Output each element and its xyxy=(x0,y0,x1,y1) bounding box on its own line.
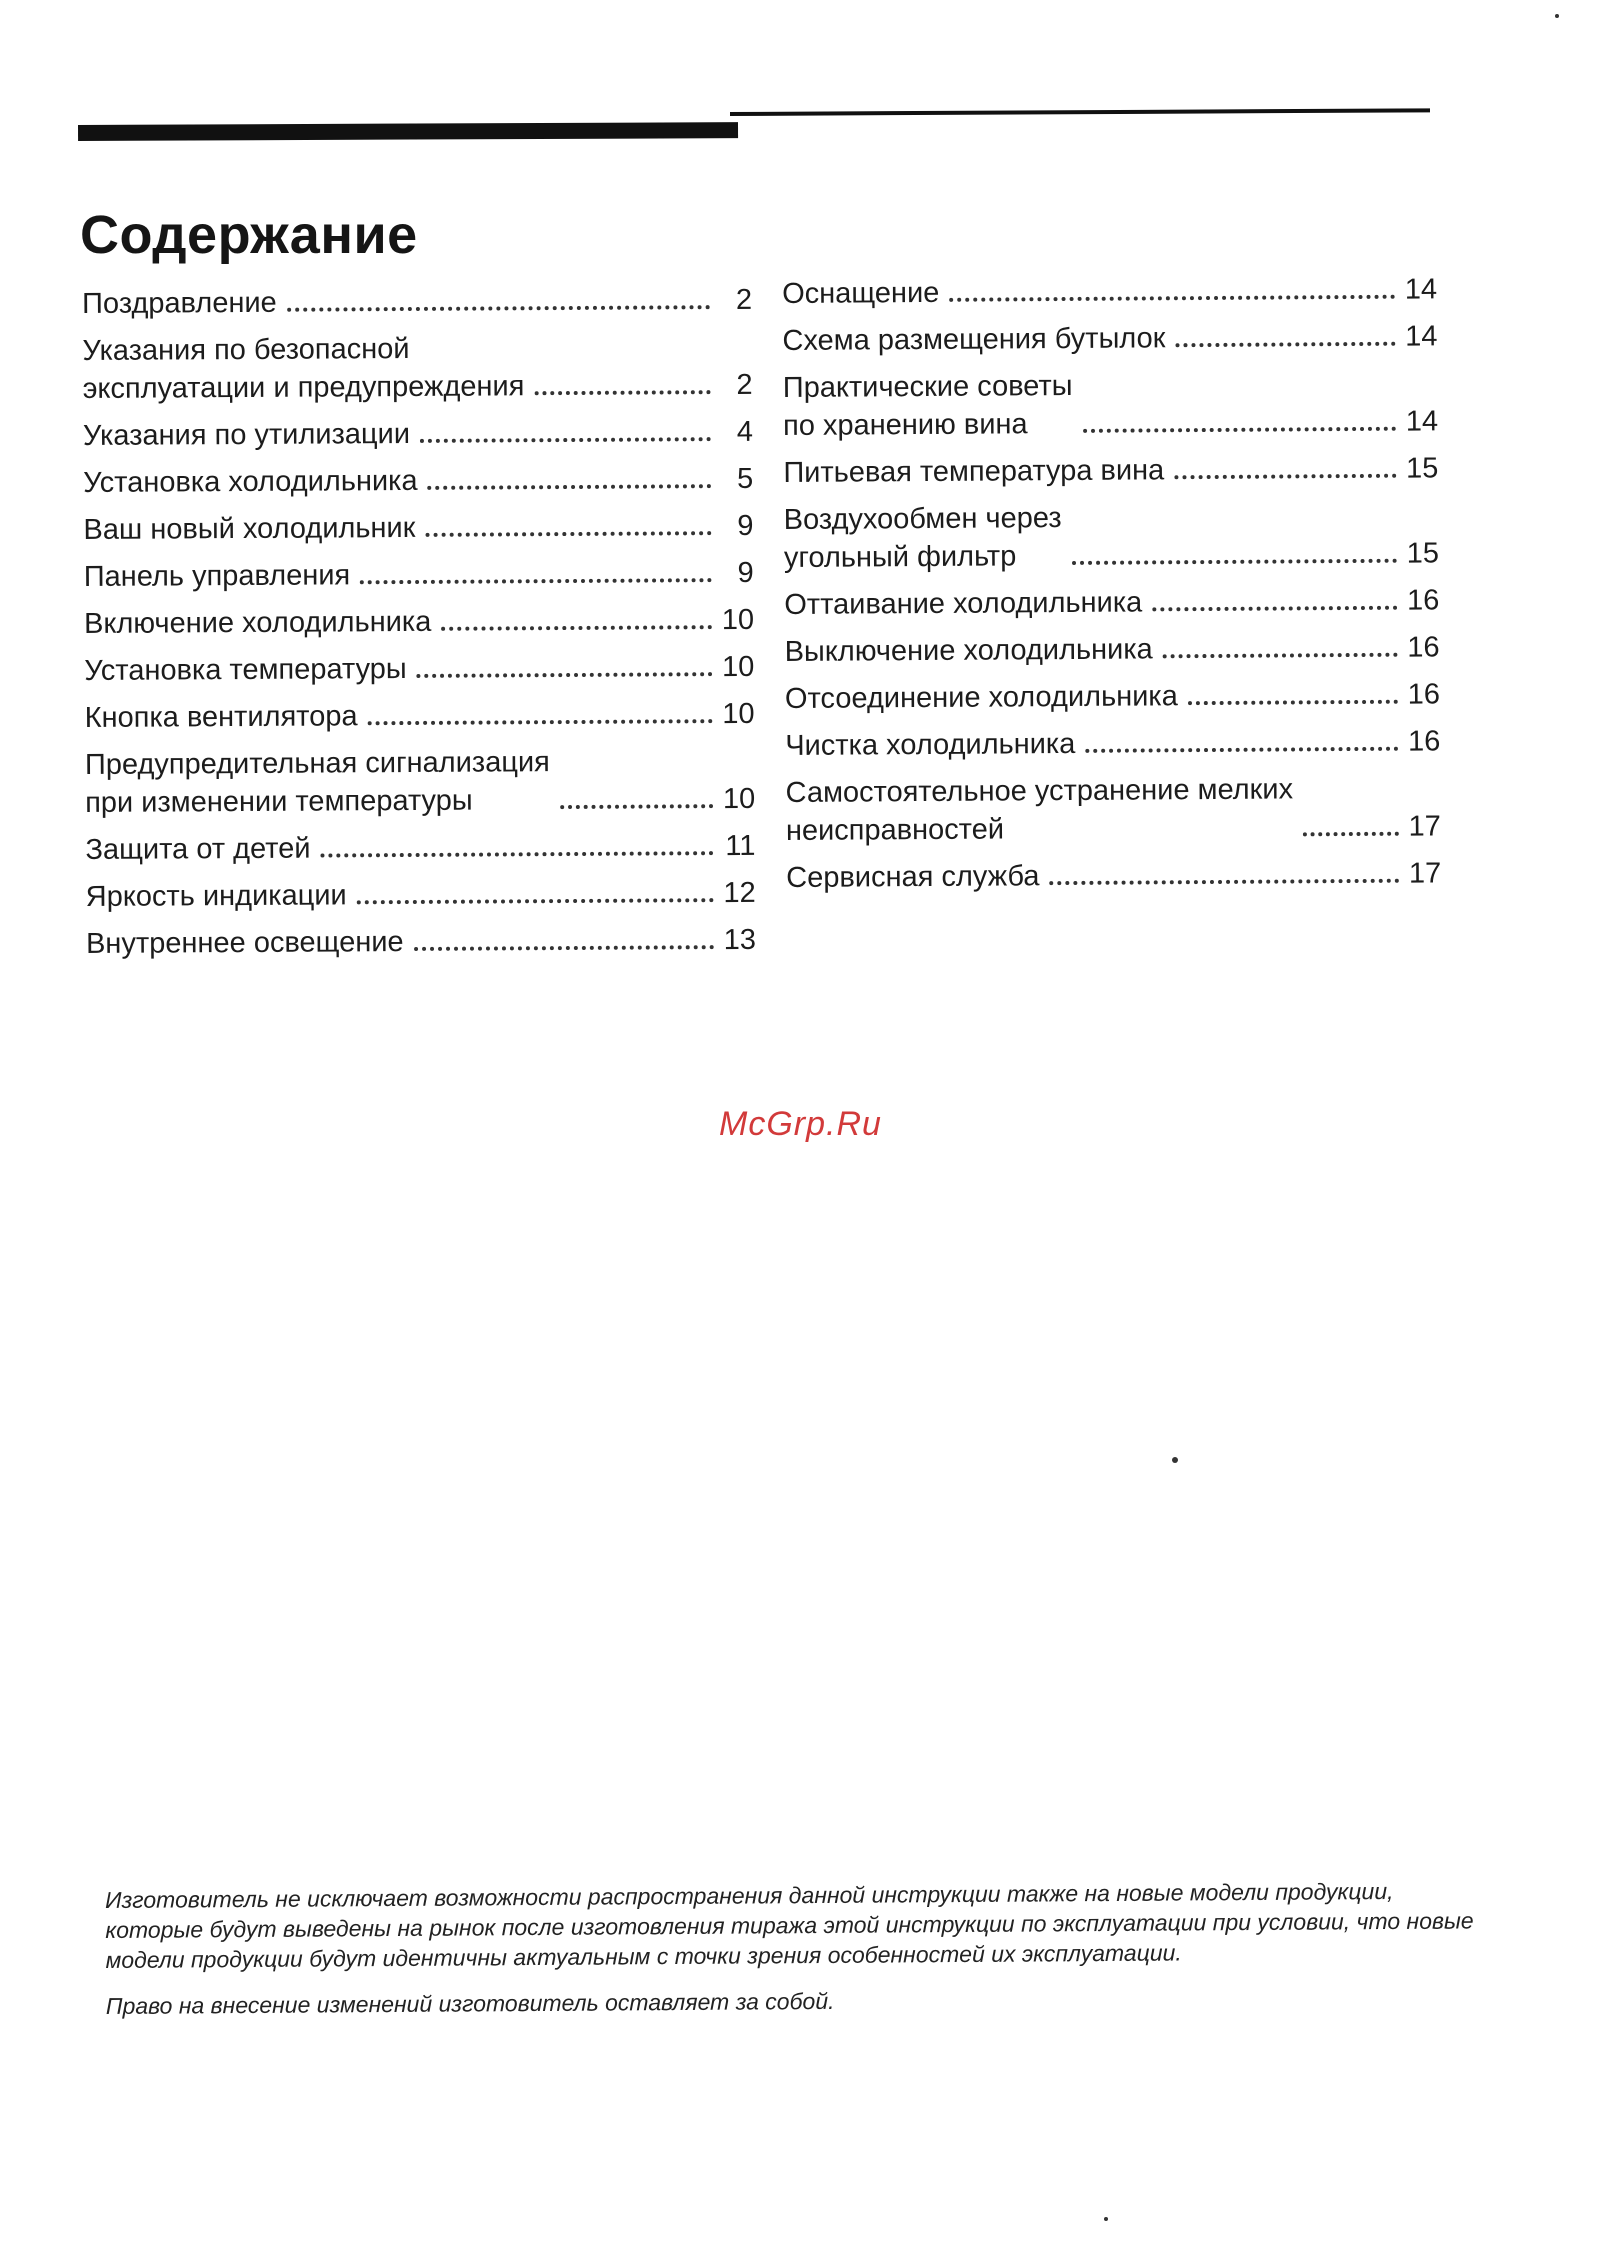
toc-entry-label: Указания по безопасной эксплуатации и предупреждения xyxy=(82,333,525,405)
toc-entry[interactable] xyxy=(82,328,752,408)
toc-entry-label: Поздравление xyxy=(82,286,277,320)
toc-entry[interactable] xyxy=(784,581,1439,624)
toc-entry-label: Ваш новый холодильник xyxy=(83,511,416,546)
toc-entry-page: 14 xyxy=(1404,273,1438,306)
toc-left-column xyxy=(82,281,756,972)
toc-entry-page: 15 xyxy=(1406,537,1440,570)
toc-entry-page: 16 xyxy=(1407,678,1441,711)
toc-entry-page: 4 xyxy=(736,415,754,449)
toc-entry-page: 10 xyxy=(721,603,755,637)
toc-entry-page: 2 xyxy=(736,368,753,402)
toc-entry-label: Указания по утилизации xyxy=(82,417,411,452)
scan-speck xyxy=(1104,2217,1108,2221)
leader-dots xyxy=(441,624,712,631)
toc-entry-page: 10 xyxy=(721,650,755,684)
toc-entry-page: 2 xyxy=(735,283,753,317)
toc-entry[interactable] xyxy=(784,628,1439,671)
toc-entry[interactable] xyxy=(782,317,1437,360)
toc-entry-label: Схема размещения бутылок xyxy=(782,322,1166,357)
toc-entry-page: 14 xyxy=(1405,405,1439,438)
toc-entry[interactable] xyxy=(86,921,756,963)
scan-speck xyxy=(1555,14,1559,18)
toc-entry[interactable] xyxy=(786,854,1441,897)
toc-entry-label: Предупредительная сигнализация при изменении температуры xyxy=(84,746,550,819)
toc-entry-label: Установка холодильника xyxy=(83,464,418,499)
toc-entry-label: Самостоятельное устранение мелких неисправностей xyxy=(785,773,1294,847)
toc-entry[interactable] xyxy=(86,874,756,916)
leader-dots xyxy=(428,483,712,490)
toc-entry-label: Яркость индикации xyxy=(85,879,347,913)
leader-dots xyxy=(560,803,713,809)
toc-entry-page: 12 xyxy=(723,876,756,910)
toc-entry[interactable] xyxy=(785,675,1440,718)
toc-entry-label: Внутреннее освещение xyxy=(85,926,404,960)
leader-dots xyxy=(534,389,710,395)
toc-entry-page: 9 xyxy=(737,509,754,543)
leader-dots xyxy=(368,718,713,725)
toc-entry-label: Питьевая температура вина xyxy=(783,454,1165,489)
leader-dots xyxy=(949,294,1395,302)
toc-entry[interactable] xyxy=(84,648,754,690)
toc-entry[interactable] xyxy=(785,769,1441,850)
watermark: McGrp.Ru xyxy=(719,1105,882,1143)
leader-dots xyxy=(1085,746,1398,753)
toc-entry-label: Защита от детей xyxy=(85,832,311,866)
leader-dots xyxy=(360,577,712,584)
toc-entry[interactable] xyxy=(783,449,1438,492)
toc-entry-label: Отсоединение холодильника xyxy=(784,680,1178,715)
toc-entry-page: 14 xyxy=(1405,320,1438,353)
leader-dots xyxy=(1175,341,1395,348)
toc-entry-page: 15 xyxy=(1405,452,1439,485)
toc-entry[interactable] xyxy=(782,270,1437,313)
leader-dots xyxy=(321,850,714,857)
toc-entry-page: 17 xyxy=(1408,857,1442,890)
leader-dots xyxy=(1163,652,1398,659)
toc-entry[interactable] xyxy=(83,507,753,549)
leader-dots xyxy=(1072,558,1397,565)
toc-entry-label: Сервисная служба xyxy=(786,860,1040,894)
footer-paragraph: Право на внесение изменений изготовитель оставляет за собой. xyxy=(105,1987,835,2019)
toc-entry-label: Оттаивание холодильника xyxy=(784,586,1143,621)
toc-entry[interactable] xyxy=(85,827,755,869)
leader-dots xyxy=(287,304,710,312)
toc-entry[interactable] xyxy=(784,496,1440,577)
toc-entry-label: Выключение холодильника xyxy=(784,633,1153,668)
header-rule-thin xyxy=(730,108,1430,116)
toc-entry[interactable] xyxy=(85,742,755,822)
toc-entry-page: 5 xyxy=(736,462,754,496)
toc-entry-label: Оснащение xyxy=(782,276,940,310)
toc-entry-label: Чистка холодильника xyxy=(785,727,1076,762)
toc-entry-label: Включение холодильника xyxy=(83,605,432,640)
leader-dots xyxy=(1303,831,1399,837)
leader-dots xyxy=(417,671,713,678)
leader-dots xyxy=(1049,878,1399,885)
toc-entry[interactable] xyxy=(783,364,1439,445)
toc-entry-label: Кнопка вентилятора xyxy=(84,700,358,734)
toc-entry[interactable] xyxy=(83,460,753,502)
toc-entry-page: 11 xyxy=(725,829,756,863)
scan-speck xyxy=(1172,1457,1178,1463)
toc-entry[interactable] xyxy=(82,281,752,323)
leader-dots xyxy=(1188,699,1398,705)
leader-dots xyxy=(357,897,714,904)
toc-entry-page: 10 xyxy=(722,697,755,731)
leader-dots xyxy=(420,436,711,443)
toc-entry-page: 16 xyxy=(1406,584,1440,617)
leader-dots xyxy=(1152,605,1397,612)
toc-entry-label: Панель управления xyxy=(83,559,351,593)
toc-entry-label: Установка температуры xyxy=(84,653,407,687)
leader-dots xyxy=(1174,473,1396,480)
toc-entry-label: Воздухообмен через угольный фильтр xyxy=(783,502,1062,574)
toc-entry-page: 16 xyxy=(1407,725,1441,758)
toc-entry-label: Практические советы по хранению вина xyxy=(782,369,1073,442)
toc-entry[interactable] xyxy=(84,554,754,596)
toc-right-column xyxy=(782,270,1441,906)
toc-entry-page: 10 xyxy=(722,782,756,816)
header-rule-thick xyxy=(78,122,738,141)
leader-dots xyxy=(1083,426,1396,433)
leader-dots xyxy=(414,944,714,951)
toc-entry-page: 17 xyxy=(1408,810,1441,843)
toc-entry[interactable] xyxy=(785,722,1440,765)
footer-paragraph: Изготовитель не исключает возможности распространения данной инструкции также на новые модели продукции, которые будут выведены на рынок после изготовления тиража этой инструкции по эксплуатации при условии, что новые модели продукции будут идентичны актуальным с точки зрения особенностей их эксплуатации. xyxy=(105,1878,1474,1973)
toc-entry[interactable] xyxy=(84,601,754,643)
toc-entry-page: 16 xyxy=(1407,631,1440,664)
toc-entry-page: 13 xyxy=(723,923,757,957)
page-title: Содержание xyxy=(80,205,418,266)
toc-entry[interactable] xyxy=(83,413,753,455)
footer-note xyxy=(105,1875,1476,2037)
leader-dots xyxy=(425,530,711,537)
toc-entry-page: 9 xyxy=(737,556,754,590)
toc-entry[interactable] xyxy=(85,695,755,737)
